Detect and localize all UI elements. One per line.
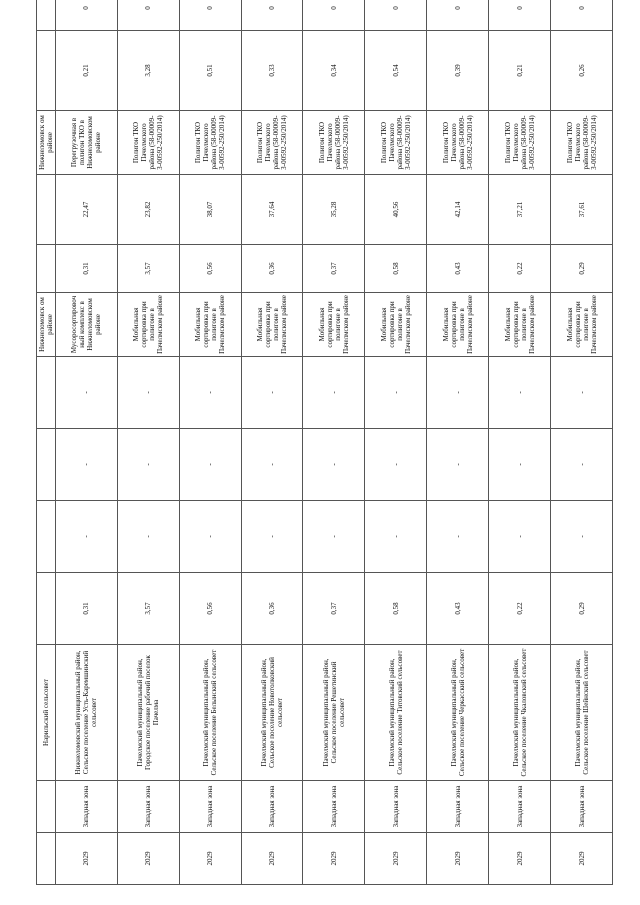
dash-cell: - bbox=[427, 429, 489, 501]
value-cell: 0 bbox=[179, 0, 241, 31]
distance-cell: 37,21 bbox=[489, 175, 551, 245]
dash-cell: - bbox=[117, 501, 179, 573]
sort-volume-cell: 0,31 bbox=[55, 245, 117, 293]
dash-cell: - bbox=[303, 429, 365, 501]
landfill-cell: Полигон ТКО Пачелмского района (58-00009-З-00592-250/2014) bbox=[303, 111, 365, 175]
dash-cell: - bbox=[427, 501, 489, 573]
distance-cell: 38,07 bbox=[179, 175, 241, 245]
header-cell bbox=[37, 573, 56, 645]
dash-cell: - bbox=[241, 501, 303, 573]
landfill-cell: Полигон ТКО Пачелмского района (58-00009-З-00592-250/2014) bbox=[179, 111, 241, 175]
dash-cell: - bbox=[551, 501, 613, 573]
dash-cell: - bbox=[55, 429, 117, 501]
sort-site-cell: Мобильная сортировка при полигоне в Пачелмском районе bbox=[303, 293, 365, 357]
landfill-volume-cell: 0,21 bbox=[489, 31, 551, 111]
sort-volume-cell: 0,56 bbox=[179, 245, 241, 293]
volume-cell: 3,57 bbox=[117, 573, 179, 645]
table-row bbox=[427, 0, 489, 885]
header-cell bbox=[37, 429, 56, 501]
year-cell: 2029 bbox=[427, 833, 489, 885]
value-cell: 0 bbox=[55, 0, 117, 31]
landfill-cell: Перегрузочная в полигон ТКО в Нижнеломовском районе bbox=[55, 111, 117, 175]
sort-site-cell: Мобильная сортировка при полигоне в Пачелмском районе bbox=[117, 293, 179, 357]
municipality-cell: Пачелмский муниципальный район, Сельское поселение Черкасский сельсовет bbox=[427, 645, 489, 781]
distance-cell: 37,64 bbox=[241, 175, 303, 245]
zone-cell: Западная зона bbox=[179, 781, 241, 833]
landfill-volume-cell: 0,21 bbox=[55, 31, 117, 111]
municipality-cell: Пачелмский муниципальный район, Сельское поселение Новотолковский сельсовет bbox=[241, 645, 303, 781]
distance-cell: 37,61 bbox=[551, 175, 613, 245]
table-row bbox=[303, 0, 365, 885]
table-row bbox=[551, 0, 613, 885]
waste-flow-table bbox=[36, 0, 613, 885]
header-cell bbox=[37, 31, 56, 111]
landfill-volume-cell: 0,34 bbox=[303, 31, 365, 111]
landfill-cell: Полигон ТКО Пачелмского района (58-00009-З-00592-250/2014) bbox=[241, 111, 303, 175]
distance-cell: 40,56 bbox=[365, 175, 427, 245]
dash-cell: - bbox=[551, 357, 613, 429]
dash-cell: - bbox=[179, 357, 241, 429]
header-cell bbox=[37, 0, 56, 31]
dash-cell: - bbox=[365, 357, 427, 429]
sort-site-cell: Мусоросортировочный комплекс в Нижнеломовском районе bbox=[55, 293, 117, 357]
year-cell: 2029 bbox=[303, 833, 365, 885]
sort-volume-cell: 0,36 bbox=[241, 245, 303, 293]
year-cell: 2029 bbox=[489, 833, 551, 885]
dash-cell: - bbox=[241, 357, 303, 429]
year-cell: 2029 bbox=[241, 833, 303, 885]
distance-cell: 23,82 bbox=[117, 175, 179, 245]
distance-cell: 35,28 bbox=[303, 175, 365, 245]
sort-site-cell: Мобильная сортировка при полигоне в Пачелмском районе bbox=[427, 293, 489, 357]
table-row bbox=[489, 0, 551, 885]
table-row bbox=[179, 0, 241, 885]
volume-cell: 0,29 bbox=[551, 573, 613, 645]
municipality-cell: Пачелмский муниципальный район, Сельское поселение Чкаловский сельсовет bbox=[489, 645, 551, 781]
table-row bbox=[241, 0, 303, 885]
year-cell: 2029 bbox=[117, 833, 179, 885]
municipality-cell: Пачелмский муниципальный район, Городское поселение рабочий поселок Пачелма bbox=[117, 645, 179, 781]
rotated-table-container bbox=[36, 6, 613, 885]
sort-volume-cell: 0,22 bbox=[489, 245, 551, 293]
header-cell bbox=[37, 501, 56, 573]
zone-cell: Западная зона bbox=[489, 781, 551, 833]
volume-cell: 0,37 bbox=[303, 573, 365, 645]
sort-volume-cell: 0,29 bbox=[551, 245, 613, 293]
year-cell: 2029 bbox=[179, 833, 241, 885]
table-row bbox=[55, 0, 117, 885]
zone-cell: Западная зона bbox=[427, 781, 489, 833]
volume-cell: 0,58 bbox=[365, 573, 427, 645]
value-cell: 0 bbox=[427, 0, 489, 31]
volume-cell: 0,31 bbox=[55, 573, 117, 645]
zone-cell: Западная зона bbox=[551, 781, 613, 833]
municipality-cell: Пачелмский муниципальный район, Сельское поселение Белынский сельсовет bbox=[179, 645, 241, 781]
zone-cell: Западная зона bbox=[241, 781, 303, 833]
table-row bbox=[117, 0, 179, 885]
header-landfill: Нижнеломовск ом районе bbox=[37, 111, 56, 175]
dash-cell: - bbox=[303, 501, 365, 573]
dash-cell: - bbox=[489, 357, 551, 429]
landfill-cell: Полигон ТКО Пачелмского района (58-00009-З-00592-250/2014) bbox=[489, 111, 551, 175]
sort-site-cell: Мобильная сортировка при полигоне в Пачелмском районе bbox=[489, 293, 551, 357]
sort-site-cell: Мобильная сортировка при полигоне в Пачелмском районе bbox=[365, 293, 427, 357]
landfill-volume-cell: 0,33 bbox=[241, 31, 303, 111]
sort-site-cell: Мобильная сортировка при полигоне в Пачелмском районе bbox=[241, 293, 303, 357]
volume-cell: 0,43 bbox=[427, 573, 489, 645]
header-cell bbox=[37, 781, 56, 833]
dash-cell: - bbox=[427, 357, 489, 429]
value-cell: 0 bbox=[489, 0, 551, 31]
sort-volume-cell: 3,57 bbox=[117, 245, 179, 293]
sort-site-cell: Мобильная сортировка при полигоне в Пачелмском районе bbox=[179, 293, 241, 357]
landfill-volume-cell: 0,26 bbox=[551, 31, 613, 111]
zone-cell: Западная зона bbox=[55, 781, 117, 833]
landfill-cell: Полигон ТКО Пачелмского района (58-00009-З-00592-250/2014) bbox=[427, 111, 489, 175]
dash-cell: - bbox=[55, 357, 117, 429]
zone-cell: Западная зона bbox=[303, 781, 365, 833]
dash-cell: - bbox=[365, 429, 427, 501]
dash-cell: - bbox=[551, 429, 613, 501]
dash-cell: - bbox=[179, 429, 241, 501]
value-cell: 0 bbox=[365, 0, 427, 31]
volume-cell: 0,36 bbox=[241, 573, 303, 645]
sort-site-cell: Мобильная сортировка при полигоне в Пачелмском районе bbox=[551, 293, 613, 357]
year-cell: 2029 bbox=[365, 833, 427, 885]
dash-cell: - bbox=[55, 501, 117, 573]
sort-volume-cell: 0,58 bbox=[365, 245, 427, 293]
landfill-cell: Полигон ТКО Пачелмского района (58-00009-З-00592-250/2014) bbox=[365, 111, 427, 175]
distance-cell: 22,47 bbox=[55, 175, 117, 245]
volume-cell: 0,22 bbox=[489, 573, 551, 645]
zone-cell: Западная зона bbox=[365, 781, 427, 833]
value-cell: 0 bbox=[117, 0, 179, 31]
landfill-volume-cell: 3,28 bbox=[117, 31, 179, 111]
value-cell: 0 bbox=[241, 0, 303, 31]
header-sort-site: Нижнеломовск ом районе bbox=[37, 293, 56, 357]
dash-cell: - bbox=[489, 501, 551, 573]
header-cell bbox=[37, 833, 56, 885]
header-cell bbox=[37, 245, 56, 293]
municipality-cell: Пачелмский муниципальный район, Сельское поселение Шейнский сельсовет bbox=[551, 645, 613, 781]
table-header-row bbox=[37, 0, 56, 885]
dash-cell: - bbox=[117, 429, 179, 501]
dash-cell: - bbox=[489, 429, 551, 501]
header-cell bbox=[37, 175, 56, 245]
value-cell: 0 bbox=[303, 0, 365, 31]
value-cell: 0 bbox=[551, 0, 613, 31]
dash-cell: - bbox=[117, 357, 179, 429]
table-row bbox=[365, 0, 427, 885]
zone-cell: Западная зона bbox=[117, 781, 179, 833]
municipality-cell: Нижнеломовский муниципальный район, Сельское поселение Усть-Каремшинский сельсовет bbox=[55, 645, 117, 781]
volume-cell: 0,56 bbox=[179, 573, 241, 645]
landfill-volume-cell: 0,54 bbox=[365, 31, 427, 111]
dash-cell: - bbox=[365, 501, 427, 573]
dash-cell: - bbox=[241, 429, 303, 501]
landfill-volume-cell: 0,39 bbox=[427, 31, 489, 111]
sort-volume-cell: 0,43 bbox=[427, 245, 489, 293]
header-municipality: Нарильский сельсовет bbox=[37, 645, 56, 781]
header-cell bbox=[37, 357, 56, 429]
landfill-cell: Полигон ТКО Пачелмского района (58-00009-З-00592-250/2014) bbox=[117, 111, 179, 175]
dash-cell: - bbox=[303, 357, 365, 429]
sort-volume-cell: 0,37 bbox=[303, 245, 365, 293]
landfill-cell: Полигон ТКО Пачелмского района (58-00009-З-00592-250/2014) bbox=[551, 111, 613, 175]
municipality-cell: Пачелмский муниципальный район, Сельское поселение Решетинский сельсовет bbox=[303, 645, 365, 781]
year-cell: 2029 bbox=[551, 833, 613, 885]
municipality-cell: Пачелмский муниципальный район, Сельское поселение Титовский сельсовет bbox=[365, 645, 427, 781]
distance-cell: 42,14 bbox=[427, 175, 489, 245]
landfill-volume-cell: 0,51 bbox=[179, 31, 241, 111]
dash-cell: - bbox=[179, 501, 241, 573]
year-cell: 2029 bbox=[55, 833, 117, 885]
